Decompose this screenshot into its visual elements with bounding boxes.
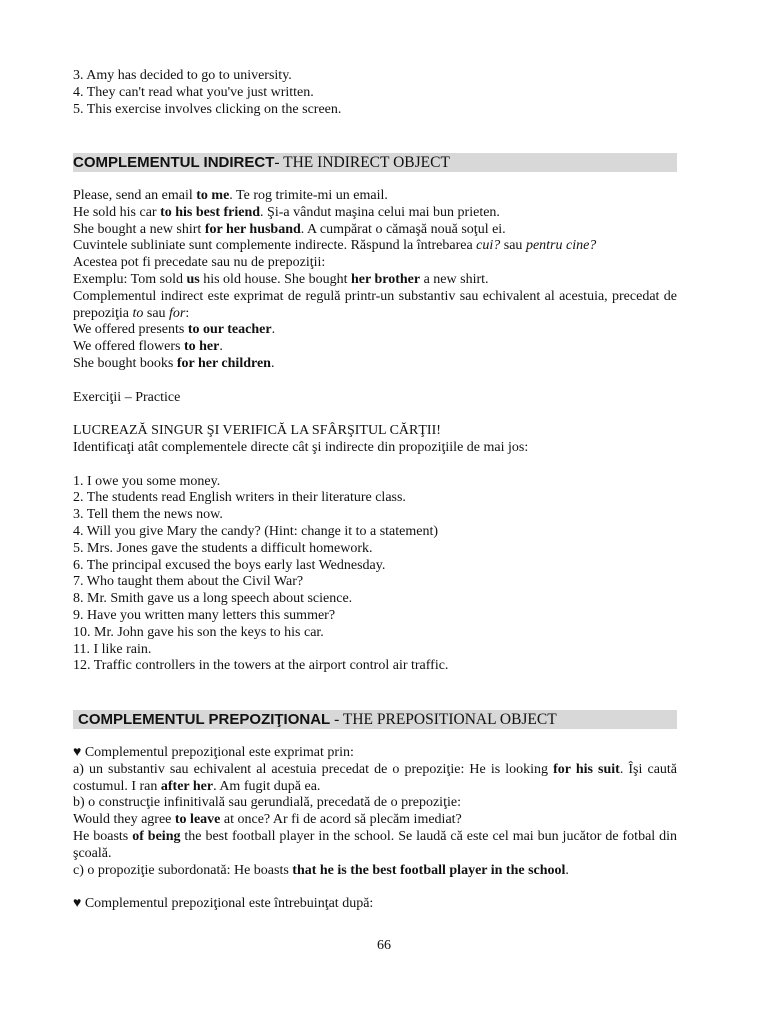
list-item: 9. Have you written many letters this summer?	[73, 607, 336, 623]
point-a: a) un substantiv sau echivalent al acestuia precedat de o prepoziţie: He is looking for his suit. Îşi caută costumul. I ran after her. Am fugit după ea.	[73, 761, 678, 794]
list-item: 4. Will you give Mary the candy? (Hint: change it to a statement)	[73, 523, 439, 539]
exercise-list	[73, 474, 677, 676]
list-item: 5. This exercise involves clicking on the screen.	[73, 101, 342, 117]
list-item: 4. They can't read what you've just written.	[73, 84, 314, 100]
list-item: 3. Tell them the news now.	[73, 507, 223, 523]
list-item: 12. Traffic controllers in the towers at the airport control air traffic.	[73, 658, 449, 674]
task: Identificaţi atât complementele directe cât şi indirecte din propoziţiile de mai jos:	[73, 439, 529, 455]
rule-text: Complementul indirect este exprimat de regulă printr-un substantiv sau echivalent al acestuia, precedat de prepoziţia to sau for:	[73, 288, 677, 321]
list-item: 3. Amy has decided to go to university.	[73, 68, 292, 83]
list-item: 6. The principal excused the boys early last Wednesday.	[73, 557, 386, 573]
point-c: c) o propoziţie subordonată: He boasts that he is the best football player in the school.	[73, 862, 569, 878]
example-sentence: Exemplu: Tom sold us his old house. She bought her brother a new shirt.	[73, 271, 489, 287]
usage-text: ♥ Complementul prepoziţional este întrebuinţat după:	[73, 896, 374, 912]
section-prepositional-object	[73, 710, 677, 913]
explanation: Cuvintele subliniate sunt complemente indirecte. Răspund la întrebarea cui? sau pentru cine?	[73, 238, 597, 254]
list-item: 2. The students read English writers in their literature class.	[73, 490, 406, 506]
example-sentence: Please, send an email to me. Te rog trimite-mi un email.	[73, 188, 388, 203]
example-sentence: He boasts of being the best football player in the school. Se laudă că este cel mai bun jucător de fotbal din şcoală.	[73, 828, 677, 861]
example-sentence: She bought books for her children.	[73, 355, 275, 371]
explanation-continued: Acestea pot fi precedate sau nu de prepoziţii:	[73, 255, 326, 271]
intro-text: ♥ Complementul prepoziţional este exprimat prin:	[73, 745, 354, 760]
list-item: 8. Mr. Smith gave us a long speech about science.	[73, 591, 353, 607]
section-heading: COMPLEMENTUL PREPOZIŢIONAL - THE PREPOSITIONAL OBJECT	[73, 710, 677, 729]
example-sentence: Would they agree to leave at once? Ar fi de acord să plecăm imediat?	[73, 812, 462, 828]
list-item: 5. Mrs. Jones gave the students a difficult homework.	[73, 540, 373, 556]
section-indirect-object	[73, 153, 677, 675]
list-item: 7. Who taught them about the Civil War?	[73, 574, 304, 590]
top-list	[73, 68, 677, 118]
example-sentence: We offered flowers to her.	[73, 339, 223, 355]
example-sentence: We offered presents to our teacher.	[73, 322, 276, 338]
list-item: 1. I owe you some money.	[73, 473, 221, 489]
point-b: b) o construcţie infinitivală sau gerundială, precedată de o prepoziţie:	[73, 795, 461, 811]
practice-label: Exerciţii – Practice	[73, 389, 181, 405]
list-item: 11. I like rain.	[73, 641, 152, 657]
example-sentence: She bought a new shirt for her husband. A cumpărat o cămaşă nouă soţul ei.	[73, 221, 506, 237]
example-sentence: He sold his car to his best friend. Şi-a vândut maşina celui mai bun prieten.	[73, 204, 500, 220]
list-item: 10. Mr. John gave his son the keys to his car.	[73, 624, 324, 640]
section-heading: COMPLEMENTUL INDIRECT- THE INDIRECT OBJECT	[73, 153, 677, 172]
instruction: LUCREAZĂ SINGUR ŞI VERIFICĂ LA SFÂRŞITUL CĂRŢII!	[73, 423, 441, 439]
page-number: 66	[377, 938, 391, 953]
